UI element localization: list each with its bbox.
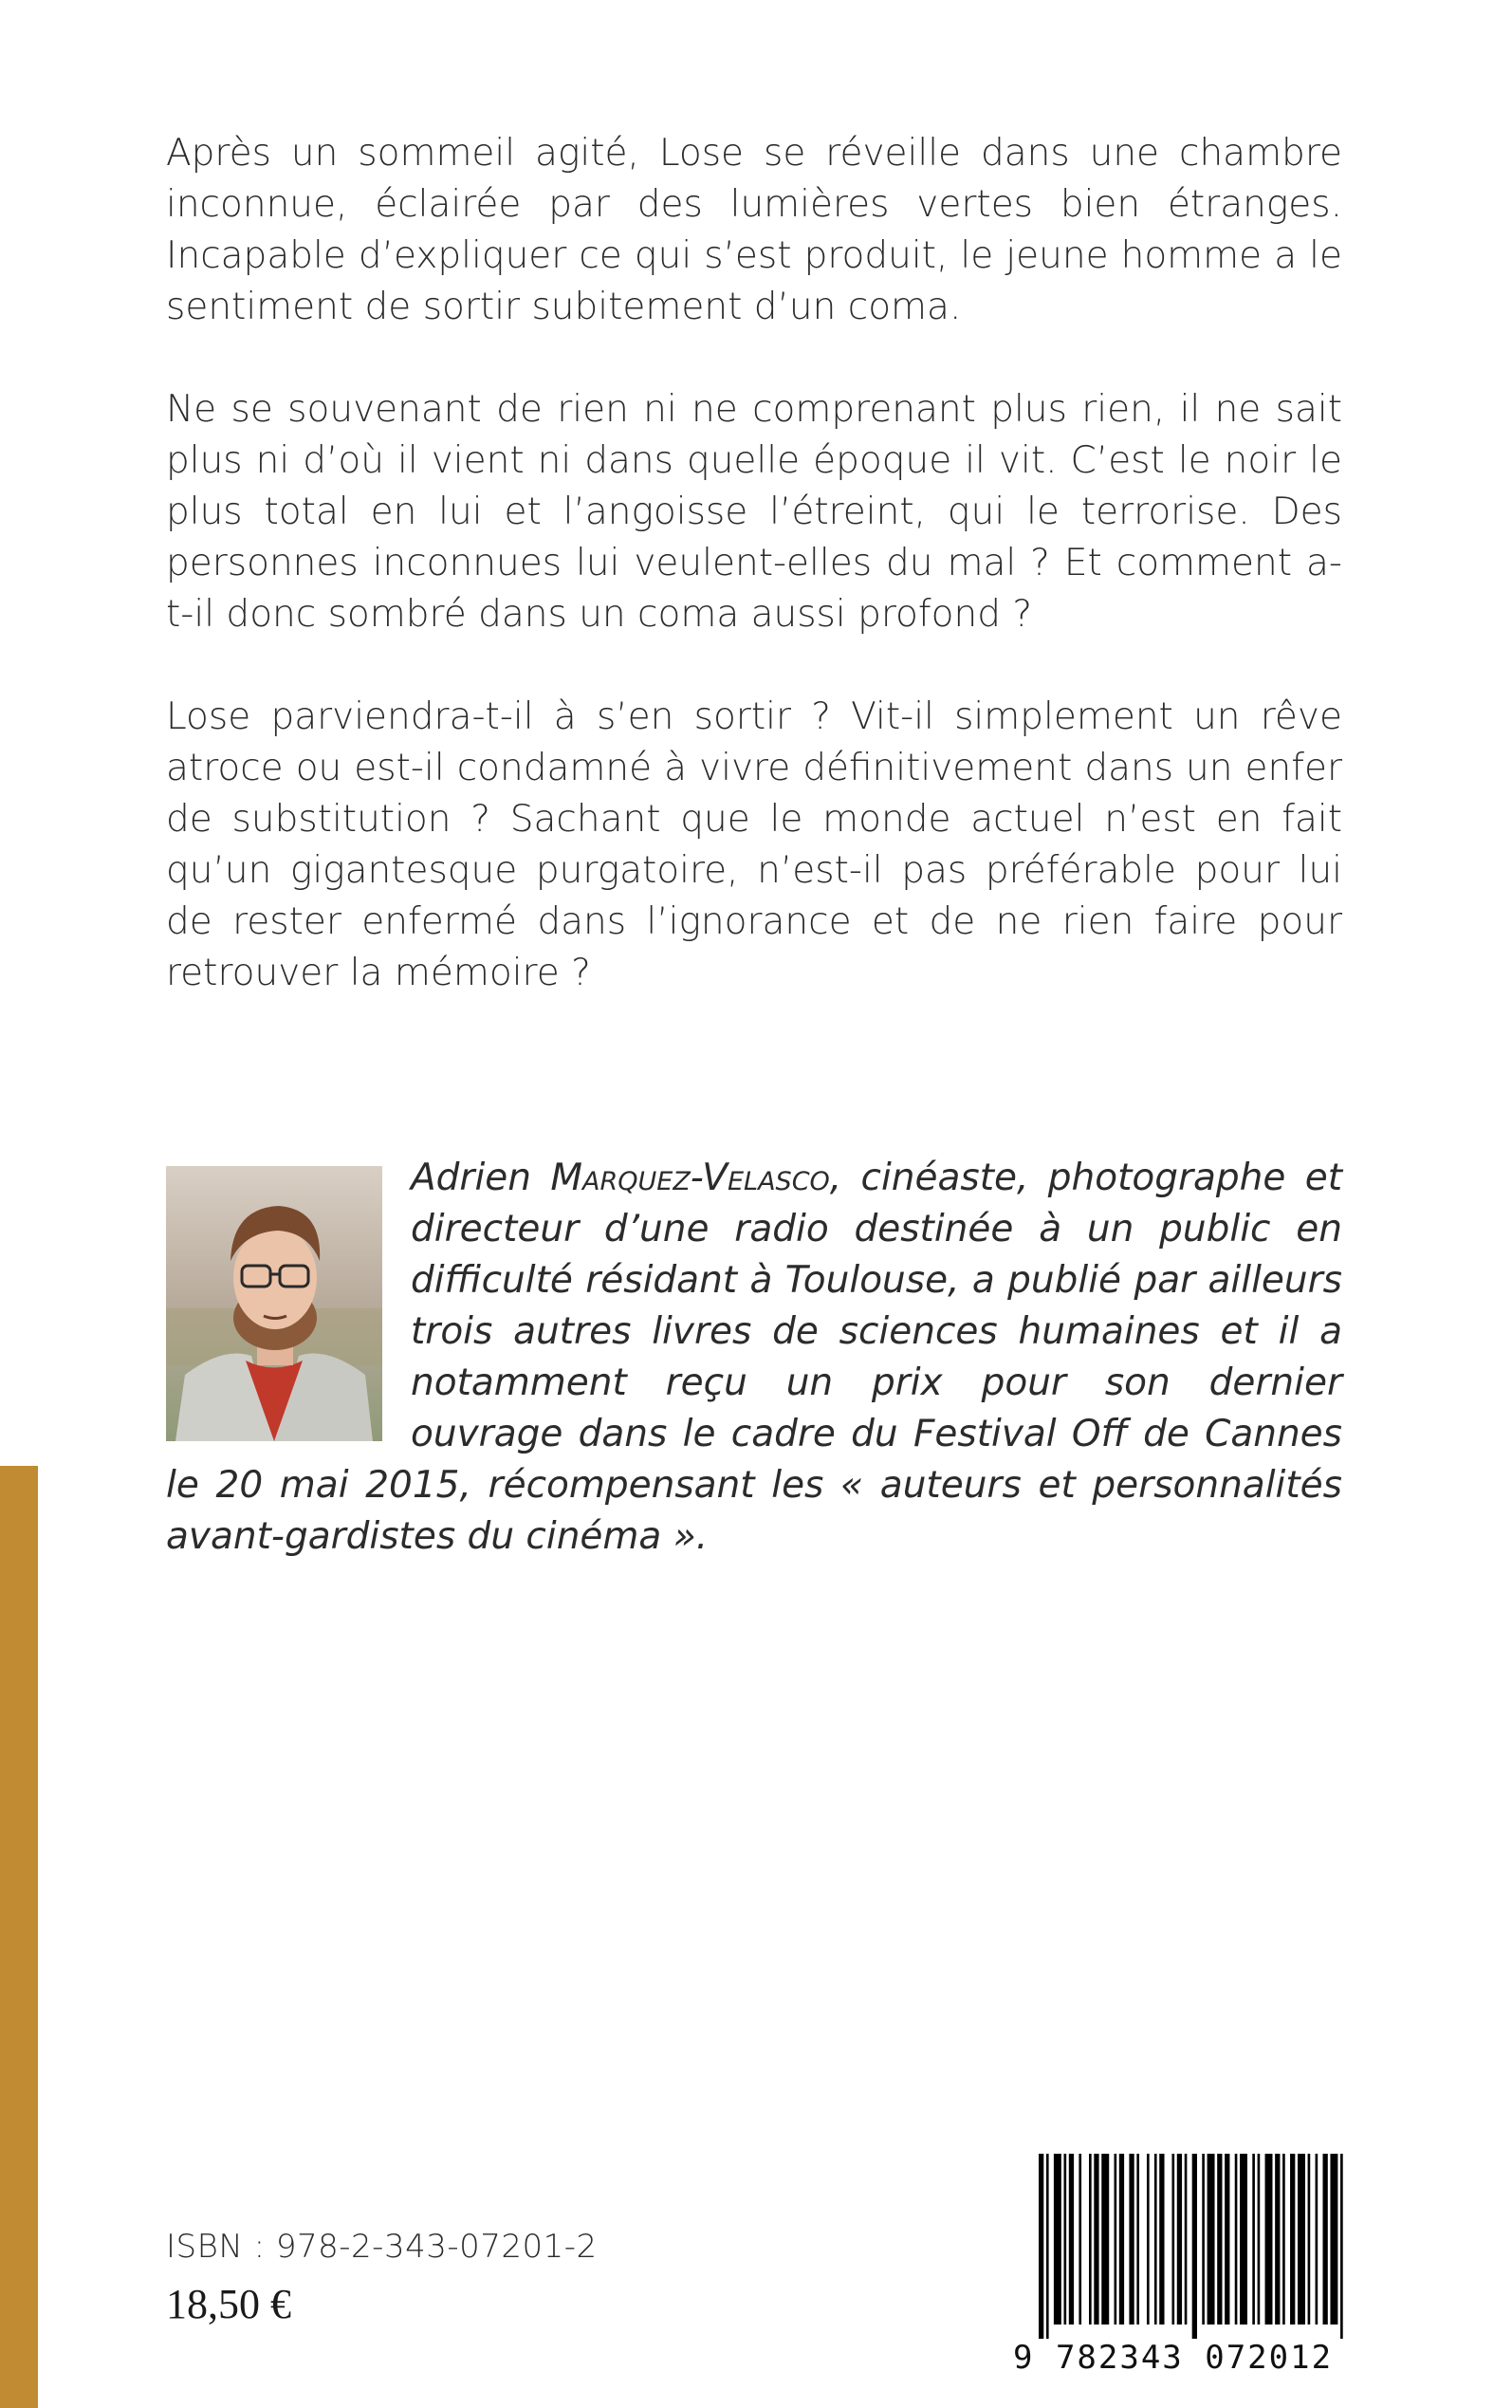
barcode-bar	[1115, 2154, 1117, 2325]
barcode-bar	[1185, 2154, 1188, 2325]
price-label: 18,50 €	[166, 2281, 291, 2327]
barcode-bar	[1258, 2154, 1261, 2325]
barcode-bar	[1282, 2154, 1285, 2325]
barcode-bar	[1202, 2154, 1205, 2325]
barcode-bar	[1147, 2154, 1150, 2325]
gold-accent-strip	[0, 1466, 38, 2408]
barcode-bar	[1208, 2154, 1215, 2325]
blurb-paragraph-3: Lose parviendra-t-il à s’en sortir ? Vit-il simplement un rêve atroce ou est-il condamné à vivre définitivement dans un enfer de substitution ? Sachant que le monde actuel n’est en fait qu’un gigantesque purgatoire, n’est-il pas préférable pour lui de rester enfermé dans l’ignorance et de ne rien faire pour retrouver la mémoire ?	[166, 695, 1342, 994]
barcode-bar	[1159, 2154, 1164, 2325]
barcode-bar	[1340, 2154, 1343, 2339]
barcode-bar	[1192, 2154, 1197, 2339]
barcode-bar	[1177, 2154, 1182, 2325]
barcode-bar	[1265, 2154, 1273, 2325]
barcode-bar	[1316, 2154, 1318, 2325]
barcode-bar	[1054, 2154, 1061, 2325]
barcode-bar	[1094, 2154, 1098, 2325]
barcode-bar	[1323, 2154, 1328, 2325]
barcode-bar	[1171, 2154, 1174, 2325]
barcode-bar	[1089, 2154, 1092, 2325]
barcode-bar	[1330, 2154, 1337, 2325]
blurb-text	[166, 128, 1342, 1050]
barcode-bar	[1064, 2154, 1067, 2325]
barcode-bar	[1136, 2154, 1139, 2325]
author-last-name: Marquez-Velasco	[550, 1157, 830, 1199]
barcode-bar	[1240, 2154, 1247, 2325]
barcode	[1039, 2154, 1348, 2339]
barcode-bar	[1101, 2154, 1109, 2325]
author-photo	[166, 1166, 382, 1441]
barcode-bar	[1154, 2154, 1157, 2325]
barcode-bar	[1119, 2154, 1124, 2325]
barcode-digits: 9 782343 072012	[1013, 2339, 1334, 2377]
barcode-bar	[1129, 2154, 1134, 2325]
blurb-paragraph-1: Après un sommeil agité, Lose se réveille dans une chambre inconnue, éclairée par des lumières vertes bien étranges. Incapable d’expliquer ce qui s’est produit, le jeune homme a le sentiment de sortir subitement d’un coma.	[166, 132, 1342, 328]
barcode-bar	[1252, 2154, 1255, 2325]
barcode-bar	[1308, 2154, 1311, 2325]
barcode-bar	[1225, 2154, 1229, 2325]
barcode-bar	[1039, 2154, 1043, 2339]
author-first-name: Adrien	[411, 1157, 532, 1199]
barcode-bar	[1079, 2154, 1081, 2325]
barcode-bar	[1275, 2154, 1280, 2325]
barcode-bar	[1046, 2154, 1049, 2339]
author-bio	[166, 1153, 1342, 1563]
barcode-bar	[1290, 2154, 1295, 2325]
blurb-paragraph-2: Ne se souvenant de rien ni ne comprenant plus rien, il ne sait plus ni d’où il vient ni dans quelle époque il vit. C’est le noir le plus total en lui et l’angoisse l’étreint, qui le terrorise. Des personnes inconnues lui veulent-elles du mal ? Et comment a-t-il donc sombré dans un coma aussi profond ?	[166, 388, 1342, 636]
isbn-label: ISBN : 978-2-343-07201-2	[166, 2228, 598, 2266]
barcode-bar	[1235, 2154, 1238, 2325]
barcode-bar	[1069, 2154, 1074, 2325]
barcode-bar	[1217, 2154, 1222, 2325]
author-bio-body: , cinéaste, photographe et directeur d’une radio destinée à un public en difficulté résidant à Toulouse, a publié par ailleurs trois autres livres de sciences humaines et il a notamment reçu un prix pour son dernier ouvrage dans le cadre du Festival Off de Cannes le 20 mai 2015, récompensant les « auteurs et personnalités avant-gardistes du cinéma ».	[166, 1157, 1342, 1558]
barcode-bar	[1298, 2154, 1305, 2325]
author-portrait-image	[166, 1166, 382, 1441]
